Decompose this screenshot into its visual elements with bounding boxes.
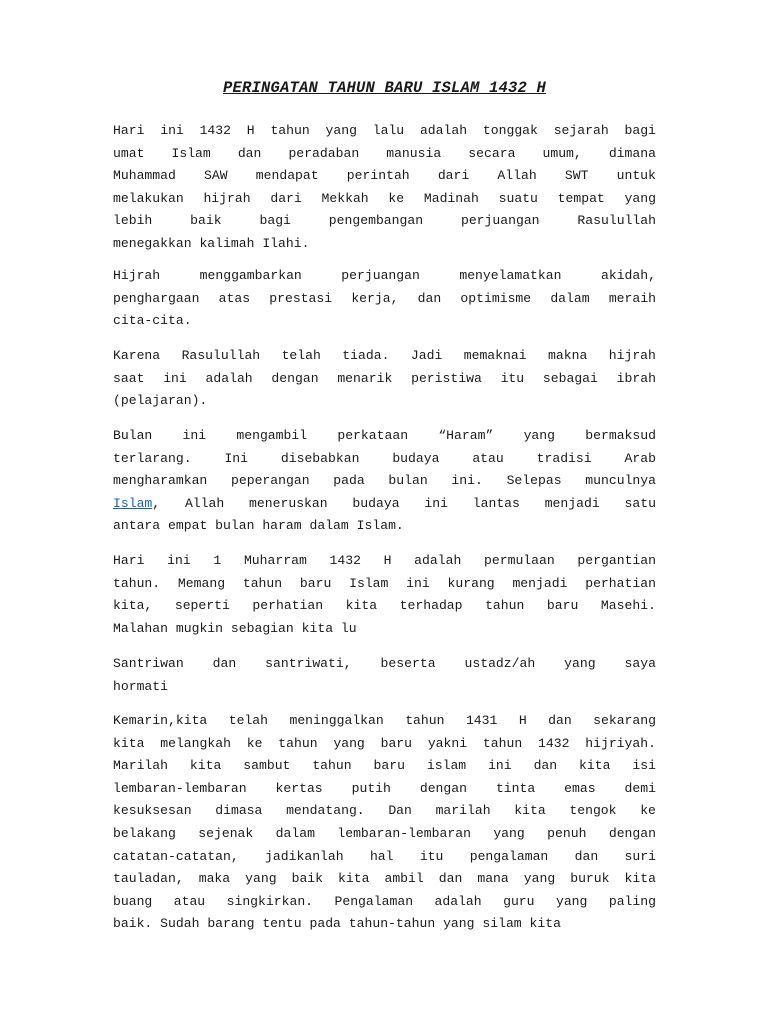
text-line: (pelajaran). — [113, 393, 208, 409]
text-line: menegakkan kalimah Ilahi. — [113, 235, 310, 251]
text-line: Hari ini 1 Muharram 1432 H adalah permulaan pergantian — [113, 553, 656, 568]
text-line: kesuksesan dimasa mendatang. Dan marilah kita tengok ke — [113, 803, 656, 819]
text-line: umat Islam dan peradaban manusia secara umum, dimana — [113, 145, 656, 161]
body-paragraph — [113, 345, 656, 413]
text-line: cita-cita. — [113, 313, 192, 329]
body-paragraph — [113, 425, 656, 538]
text-line: hormati — [113, 678, 169, 694]
body-paragraph — [113, 550, 656, 640]
text-line: saat ini adalah dengan menarik peristiwa itu sebagai ibrah — [113, 370, 656, 386]
document-page — [113, 0, 656, 932]
text-line: Kemarin,kita telah meninggalkan tahun 1431 H dan sekarang — [113, 713, 656, 728]
text-line: tauladan, maka yang baik kita ambil dan mana yang buruk kita — [113, 871, 656, 887]
text-line: Marilah kita sambut tahun baru islam ini dan kita isi — [113, 758, 656, 774]
text-line: baik. Sudah barang tentu pada tahun-tahun yang silam kita — [113, 916, 561, 932]
text-line: lembaran-lembaran kertas putih dengan tinta emas demi — [113, 780, 656, 796]
text-line: catatan-catatan, jadikanlah hal itu pengalaman dan suri — [113, 848, 656, 864]
text-line: Bulan ini mengambil perkataan “Haram” yang bermaksud — [113, 428, 656, 443]
islam-link[interactable]: Islam — [113, 495, 153, 511]
text-line: melakukan hijrah dari Mekkah ke Madinah suatu tempat yang — [113, 190, 656, 206]
text-line: buang atau singkirkan. Pengalaman adalah guru yang paling — [113, 893, 656, 909]
text-line: kita melangkah ke tahun yang baru yakni tahun 1432 hijriyah. — [113, 735, 656, 751]
text-line: tahun. Memang tahun baru Islam ini kurang menjadi perhatian — [113, 575, 656, 591]
body-paragraph — [113, 120, 656, 256]
text-line: Hari ini 1432 H tahun yang lalu adalah tonggak sejarah bagi — [113, 123, 656, 138]
text-line: Hijrah menggambarkan perjuangan menyelamatkan akidah, — [113, 268, 656, 283]
body-paragraph — [113, 710, 656, 936]
text-line: Muhammad SAW mendapat perintah dari Allah SWT untuk — [113, 168, 656, 184]
text-line: Islam, Allah meneruskan budaya ini lantas menjadi satu — [113, 495, 656, 511]
document-title: PERINGATAN TAHUN BARU ISLAM 1432 H — [222, 79, 547, 97]
text-line: Malahan mugkin sebagian kita lu — [113, 620, 357, 636]
text-line: penghargaan atas prestasi kerja, dan optimisme dalam meraih — [113, 290, 656, 306]
text-line: kita, seperti perhatian kita terhadap tahun baru Masehi. — [113, 598, 656, 614]
salutation-paragraph — [113, 653, 656, 698]
body-paragraph — [113, 265, 656, 333]
text-line: belakang sejenak dalam lembaran-lembaran yang penuh dengan — [113, 825, 656, 841]
text-line: Santriwan dan santriwati, beserta ustadz/ah yang saya — [113, 656, 656, 671]
text-line: mengharamkan peperangan pada bulan ini. Selepas munculnya — [113, 473, 656, 489]
text-line: lebih baik bagi pengembangan perjuangan Rasulullah — [113, 213, 656, 229]
text-line: Karena Rasulullah telah tiada. Jadi memaknai makna hijrah — [113, 348, 656, 363]
text-line: terlarang. Ini disebabkan budaya atau tradisi Arab — [113, 450, 656, 466]
text-line: antara empat bulan haram dalam Islam. — [113, 518, 404, 534]
